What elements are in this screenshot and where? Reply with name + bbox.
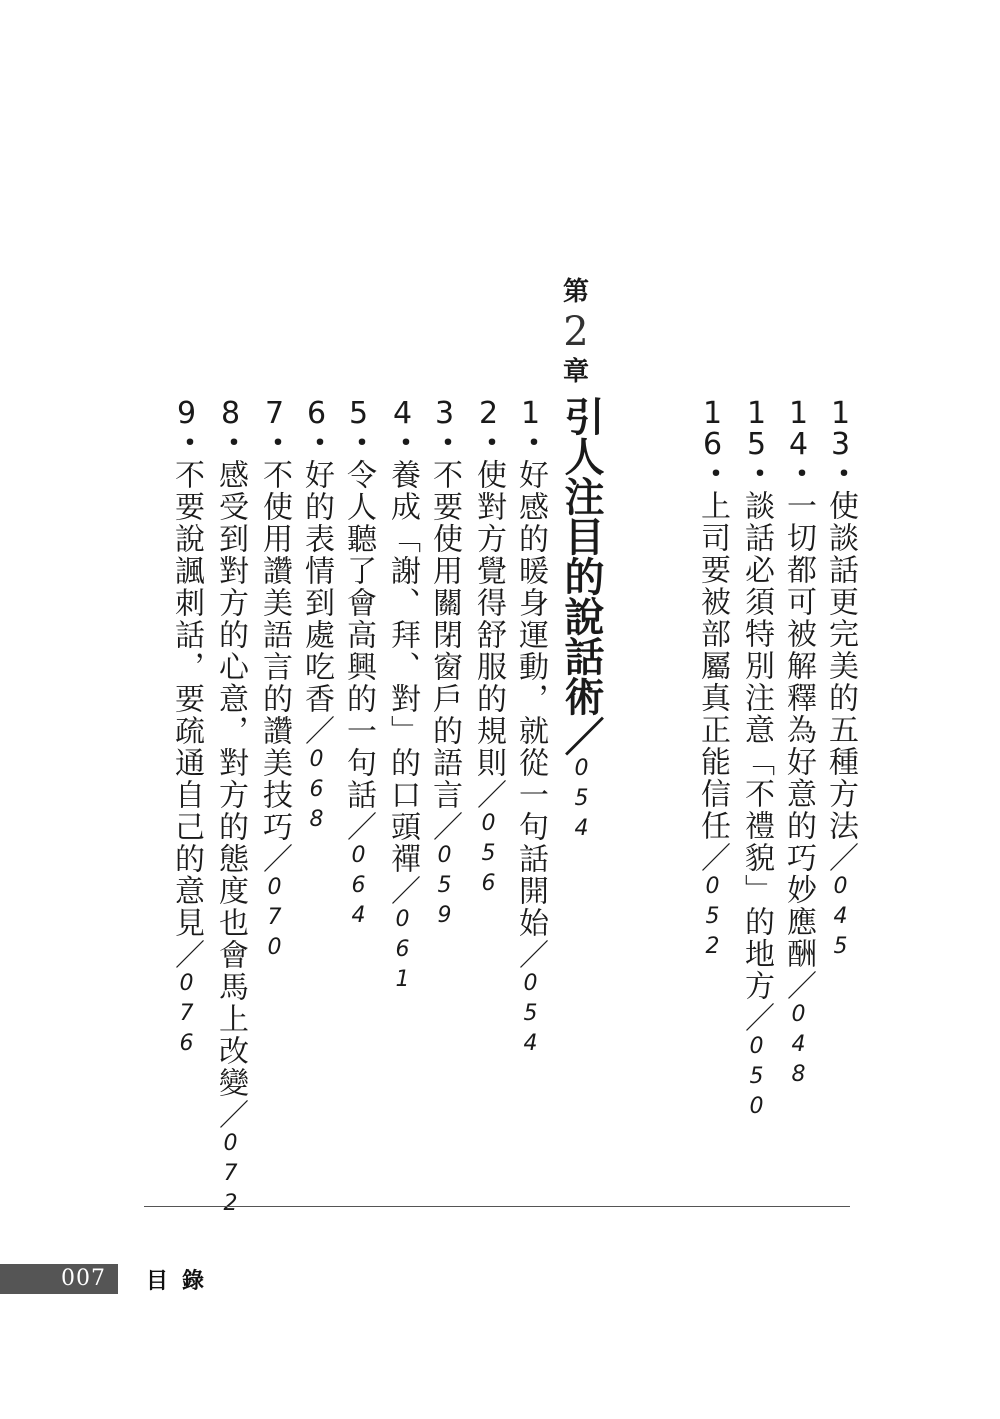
item-page: 052 [700,874,725,964]
toc-item[interactable] [734,396,778,1124]
item-page: 070 [262,875,287,965]
item-page: 059 [432,843,457,933]
item-number: 14 [781,396,816,458]
item-bullet: ・ [341,427,376,459]
item-page: 068 [304,747,329,837]
toc-item[interactable] [508,396,552,1061]
item-bullet: ・ [169,427,204,459]
chapter-marker [556,276,596,388]
item-number: 13 [823,396,858,458]
item-separator: ／ [169,939,204,971]
item-separator: ／ [427,811,462,843]
item-bullet: ・ [739,458,774,490]
item-page: 054 [518,971,543,1061]
item-separator: ／ [781,970,816,1002]
chapter-title-separator: ／ [558,716,605,756]
item-number: 1 [513,396,548,427]
item-page: 056 [476,811,501,901]
toc-item[interactable] [422,396,466,933]
item-bullet: ・ [299,427,334,459]
toc-item[interactable] [294,396,338,837]
item-bullet: ・ [213,427,248,459]
item-number: 9 [169,396,204,427]
toc-item[interactable] [690,396,734,964]
item-title: 談話必須特別注意「不禮貌」的地方 [739,490,774,1002]
item-page: 064 [346,843,371,933]
chapter-suffix: 章 [562,357,589,387]
folio-bar [0,1264,118,1294]
toc-item[interactable] [336,396,380,933]
toc-item[interactable] [818,396,862,964]
item-number: 8 [213,396,248,427]
chapter-title[interactable] [556,396,606,846]
toc-item[interactable] [208,396,252,1221]
item-separator: ／ [341,811,376,843]
item-bullet: ・ [427,427,462,459]
toc-item[interactable] [380,396,424,997]
chapter-number: 2 [563,309,589,355]
item-title: 不使用讚美語言的讚美技巧 [257,459,292,843]
item-page: 050 [744,1034,769,1124]
item-separator: ／ [739,1002,774,1034]
item-number: 5 [341,396,376,427]
item-number: 3 [427,396,462,427]
item-bullet: ・ [513,427,548,459]
item-number: 16 [695,396,730,458]
toc-item[interactable] [466,396,510,901]
running-title: 目錄 [146,1269,219,1294]
footer-rule [144,1206,850,1207]
chapter-title-page: 054 [569,756,594,846]
item-page: 072 [218,1131,243,1221]
item-title: 好的表情到處吃香 [299,459,334,715]
item-page: 061 [390,907,415,997]
item-separator: ／ [823,842,858,874]
item-title: 好感的暖身運動，就從一句話開始 [513,459,548,939]
item-title: 一切都可被解釋為好意的巧妙應酬 [781,490,816,970]
toc-item[interactable] [252,396,296,965]
item-bullet: ・ [471,427,506,459]
item-title: 感受到對方的心意，對方的態度也會馬上改變 [213,459,248,1099]
item-title: 使談話更完美的五種方法 [823,490,858,842]
item-number: 4 [385,396,420,427]
item-number: 7 [257,396,292,427]
item-title: 令人聽了會高興的一句話 [341,459,376,811]
item-separator: ／ [471,779,506,811]
item-separator: ／ [695,842,730,874]
item-title: 上司要被部屬真正能信任 [695,490,730,842]
toc-item[interactable] [776,396,820,1092]
item-bullet: ・ [823,458,858,490]
chapter-title-text: 引人注目的說話術 [558,396,605,716]
item-title: 不要說諷刺話，要疏通自己的意見 [169,459,204,939]
toc-item[interactable] [164,396,208,1061]
item-separator: ／ [299,715,334,747]
item-page: 076 [174,971,199,1061]
item-bullet: ・ [385,427,420,459]
item-separator: ／ [513,939,548,971]
page-number: 007 [61,1266,106,1291]
item-separator: ／ [213,1099,248,1131]
item-number: 2 [471,396,506,427]
item-page: 048 [786,1002,811,1092]
item-bullet: ・ [781,458,816,490]
item-separator: ／ [385,875,420,907]
item-separator: ／ [257,843,292,875]
chapter-prefix: 第 [562,277,589,307]
item-title: 使對方覺得舒服的規則 [471,459,506,779]
item-title: 不要使用關閉窗戶的語言 [427,459,462,811]
item-page: 045 [828,874,853,964]
item-bullet: ・ [257,427,292,459]
item-number: 15 [739,396,774,458]
item-title: 養成「謝、拜、對」的口頭禪 [385,459,420,875]
item-bullet: ・ [695,458,730,490]
item-number: 6 [299,396,334,427]
